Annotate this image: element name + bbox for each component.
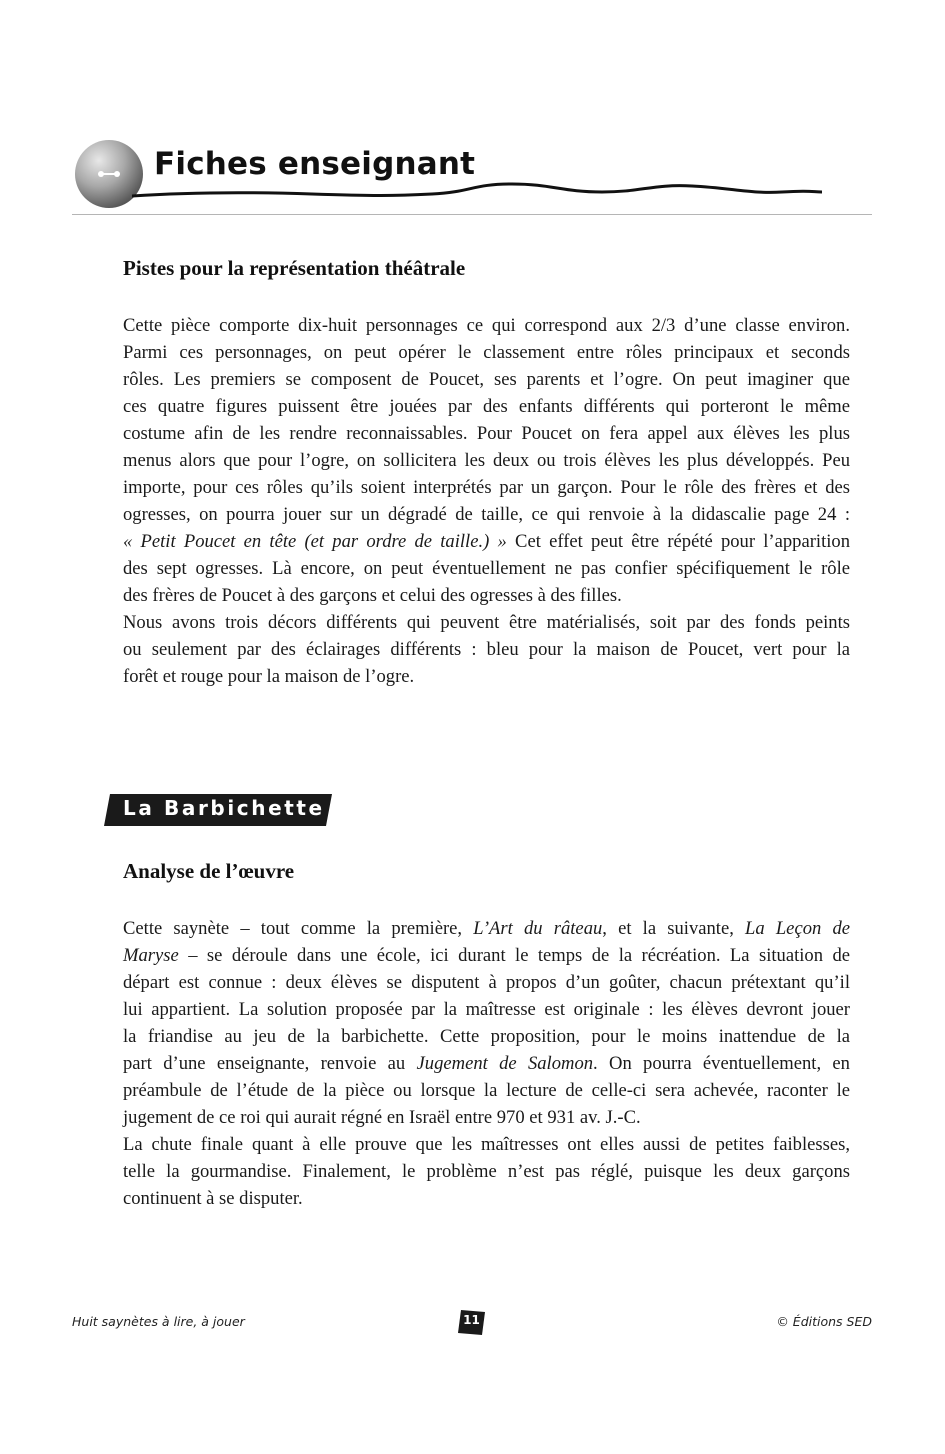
italic-title: Maryse xyxy=(123,945,179,966)
text-line: départ est connue : deux élèves se disputent à propos d’un goûter, chacun prétextant qu’il xyxy=(123,972,850,993)
section-heading-representation: Pistes pour la représentation théâtrale xyxy=(123,256,466,280)
text-line: continuent à se disputer. xyxy=(123,1188,303,1209)
text-span: . On pourra éventuellement, en xyxy=(593,1053,850,1074)
italic-quote: « Petit Poucet en tête (et par ordre de taille.) » xyxy=(123,531,507,552)
banner-label: La Barbichette xyxy=(123,796,325,820)
text-line: importe, pour ces rôles qu’ils soient interprétés par un garçon. Pour le rôle des frères et des xyxy=(123,477,850,498)
section-heading-analyse: Analyse de l’œuvre xyxy=(123,859,295,883)
header-divider xyxy=(72,214,872,215)
text-line: Cette pièce comporte dix-huit personnages ce qui correspond aux 2/3 d’une classe environ. xyxy=(123,315,850,336)
page-header xyxy=(72,130,872,220)
text-line: jugement de ce roi qui aurait régné en Israël entre 970 et 931 av. J.-C. xyxy=(123,1107,641,1128)
text-line: ces quatre figures puissent être jouées par des enfants différents qui porteront le même xyxy=(123,396,850,417)
text-line: préambule de l’étude de la pièce ou lorsque la lecture de celle-ci sera achevée, raconter le xyxy=(123,1080,850,1101)
button-holes xyxy=(98,171,120,177)
text-line xyxy=(123,915,850,942)
text-line: lui appartient. La solution proposée par la maîtresse est originale : les élèves devront jouer xyxy=(123,999,850,1020)
paragraph-analyse xyxy=(123,915,850,1212)
text-line: ogresses, on pourra jouer sur un dégradé de taille, ce qui renvoie à la didascalie page 24 : xyxy=(123,504,850,525)
text-line: ou seulement par des éclairages différents : bleu pour la maison de Poucet, vert pour la xyxy=(123,639,850,660)
italic-title: Jugement de Salomon xyxy=(416,1053,594,1074)
footer-book-title: Huit saynètes à lire, à jouer xyxy=(72,1314,245,1329)
text-line: menus alors que pour l’ogre, on sollicitera les deux ou trois élèves les plus développés. Peu xyxy=(123,450,850,471)
text-line xyxy=(123,528,850,555)
page-title: Fiches enseignant xyxy=(154,146,476,182)
text-line xyxy=(123,942,850,969)
text-line: costume afin de les rendre reconnaissables. Pour Poucet on fera appel aux élèves les plus xyxy=(123,423,850,444)
text-line: Nous avons trois décors différents qui peuvent être matérialisés, soit par des fonds peints xyxy=(123,612,850,633)
text-span: Cette saynète – tout comme la première, xyxy=(123,918,474,939)
text-line: des frères de Poucet à des garçons et celui des ogresses à des filles. xyxy=(123,585,622,606)
text-span: part d’une enseignante, renvoie au xyxy=(123,1053,417,1074)
footer-publisher: © Éditions SED xyxy=(776,1314,872,1329)
paragraph-representation xyxy=(123,312,850,690)
text-span: Cet effet peut être répété pour l’apparition xyxy=(506,531,850,552)
text-line: La chute finale quant à elle prouve que les maîtresses ont elles aussi de petites faiblesses, xyxy=(123,1134,850,1155)
wavy-underline xyxy=(132,174,822,204)
page-number: 11 xyxy=(463,1313,480,1327)
text-span: – se déroule dans une école, ici durant le temps de la récréation. La situation de xyxy=(178,945,850,966)
text-line: forêt et rouge pour la maison de l’ogre. xyxy=(123,666,415,687)
text-line: Parmi ces personnages, on peut opérer le classement entre rôles principaux et seconds xyxy=(123,342,850,363)
text-line: la friandise au jeu de la barbichette. Cette proposition, pour le moins inattendue de la xyxy=(123,1026,850,1047)
italic-title: L’Art du râteau xyxy=(473,918,603,939)
text-line xyxy=(123,1050,850,1077)
text-span: , et la suivante, xyxy=(602,918,746,939)
text-line: des sept ogresses. Là encore, on peut éventuellement ne pas confier spécifiquement le rôle xyxy=(123,558,850,579)
text-line: rôles. Les premiers se composent de Poucet, ses parents et l’ogre. On peut imaginer que xyxy=(123,369,850,390)
text-line: telle la gourmandise. Finalement, le problème n’est pas réglé, puisque les deux garçons xyxy=(123,1161,850,1182)
italic-title: La Leçon de xyxy=(745,918,850,939)
